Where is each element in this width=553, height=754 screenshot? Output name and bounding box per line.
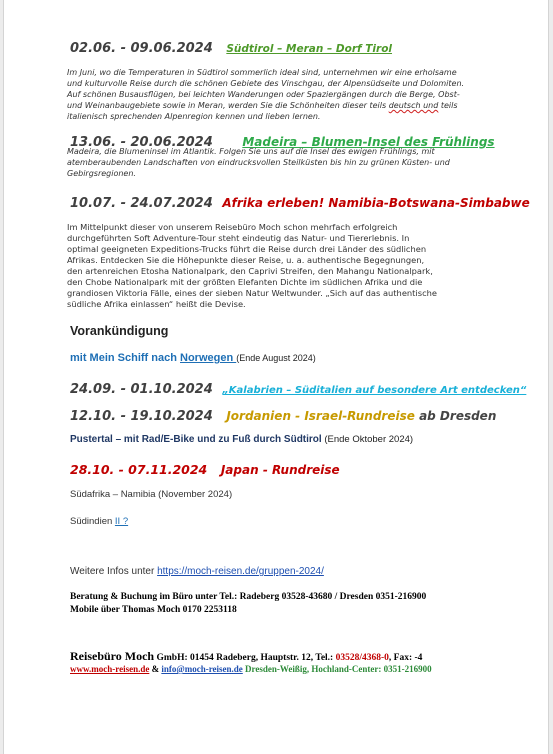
trip-1-title: Südtirol – Meran – Dorf Tirol: [226, 43, 393, 55]
trip-3-title: Afrika erleben! Namibia-Botswana-Simbabwe: [222, 196, 530, 210]
trip-2-dates: 13.06. - 20.06.2024: [70, 135, 213, 150]
ship-destination: Norwegen: [180, 352, 237, 364]
more-info-line: Weitere Infos unter https://moch-reisen.de/gruppen-2024/: [70, 566, 324, 577]
trip-2-title: Madeira – Blumen-Insel des Frühlings: [242, 135, 495, 149]
document-page: [3, 0, 549, 754]
trip-1-heading: [70, 37, 392, 56]
trip-1-dates: 02.06. - 09.06.2024: [70, 41, 213, 56]
trip-3-heading: [70, 192, 530, 211]
announcement-heading: Vorankündigung: [70, 324, 169, 338]
japan-title: Japan - Rundreise: [220, 463, 340, 477]
pustertal-line: Pustertal – mit Rad/E-Bike und zu Fuß durch Südtirol (Ende Oktober 2024): [70, 434, 414, 445]
company-name: Reisebüro Moch: [70, 649, 155, 663]
pustertal-title: Pustertal – mit Rad/E-Bike und zu Fuß durch Südtirol: [70, 434, 322, 445]
info-link[interactable]: https://moch-reisen.de/gruppen-2024/: [157, 566, 324, 577]
contact-line: www.moch-reisen.de & info@moch-reisen.de Dresden-Weißig, Hochland-Center: 0351-216900: [70, 664, 432, 674]
south-africa-line: Südafrika – Namibia (November 2024): [70, 489, 233, 500]
calabria-title: „Kalabrien – Süditalien auf besondere Art entdecken“: [222, 385, 527, 396]
trip-3-description: Im Mittelpunkt dieser von unserem Reisebüro Moch schon mehrfach erfolgreich durchgeführten Soft Adventure-Tour steht eindeutig das Natur- und Tiererlebnis. In optimal geeigneten Expeditions-Trucks führt die Reise durch drei Länder des südlichen Afrikas. Entdecken Sie die Höhepunkte dieser Reise, u. a. authentische Begegnungen, den artenreichen Etosha Nationalpark, den Caprivi Streifen, den Mahangu Nationalpark, den Chobe Nationalpark mit der größten Elefanten Dichte im südlichen Afrika und die grandiosen Viktoria Fälle, eines der sieben Natur Weltwunder. „Sich auf das authentische südliche Afrika einlassen“ heißt die Devise.: [67, 222, 437, 309]
trip-3-dates: 10.07. - 24.07.2024: [70, 196, 213, 211]
ship-cruise-line: mit Mein Schiff nach Norwegen (Ende August 2024): [70, 352, 316, 364]
japan-line: 28.10. - 07.11.2024 Japan - Rundreise: [70, 462, 340, 477]
booking-info: Beratung & Buchung im Büro unter Tel.: Radeberg 03528-43680 / Dresden 0351-216900 Mobile über Thomas Moch 0170 2253118: [70, 592, 427, 615]
trip-2-description: Madeira, die Blumeninsel im Atlantik. Folgen Sie uns auf die Insel des ewigen Frühlings, mit atemberaubenden Landschaften von eindrucksvollen Steilküsten bis hin zu grünen Küsten- und Gebirgsregionen.: [67, 147, 450, 178]
company-line: Reisebüro Moch GmbH: 01454 Radeberg, Hauptstr. 12, Tel.: 03528/4368-0, Fax: -4: [70, 649, 423, 663]
trip-1-description: Im Juni, wo die Temperaturen in Südtirol sommerlich ideal sind, unternehmen wir eine erholsame und kulturvolle Reise durch die schönen Gebiete des Vinschgau, der Alpensüdseite und Dolomiten. Auf schönen Busausflügen, bei leichten Wanderungen oder Spaziergängen durch die Berge, Obst- und Weinanbaugebiete sowie in Meran, werden Sie die Schönheiten dieser teils deutsch und teils italienisch sprechenden Alpenregion kennen und lieben lernen.: [67, 68, 465, 121]
south-india-line: Südindien II ?: [70, 516, 129, 527]
jordan-title: Jordanien - Israel-Rundreise: [226, 409, 415, 423]
email-link[interactable]: info@moch-reisen.de: [161, 664, 243, 674]
website-link[interactable]: www.moch-reisen.de: [70, 664, 150, 674]
jordan-line: 12.10. - 19.10.2024 Jordanien - Israel-Rundreise ab Dresden: [70, 409, 497, 424]
calabria-line: 24.09. - 01.10.2024 „Kalabrien – Süditalien auf besondere Art entdecken“: [70, 382, 527, 397]
